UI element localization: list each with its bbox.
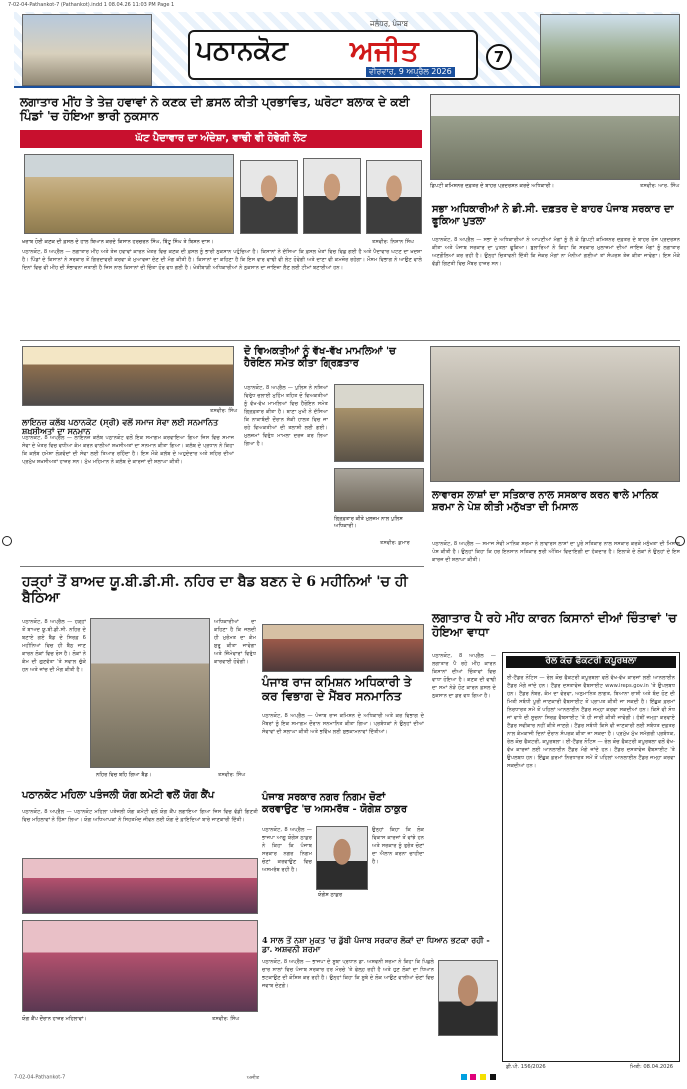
ad-title: ਰੇਲ ਕੋਚ ਫੈਕਟਰੀ ਕਪੂਰਥਲਾ [506,656,676,668]
commission-photo [262,624,424,672]
story6-body-col2: ਅਧਿਕਾਰੀਆਂ ਦਾ ਕਹਿਣਾ ਹੈ ਕਿ ਜਲਦੀ ਹੀ ਮੁਰੰਮਤ ਦਾ ਕੰਮ ਸ਼ੁਰੂ ਕੀਤਾ ਜਾਵੇਗਾ ਅਤੇ ਜ਼ਿੰਮੇਵਾਰਾਂ ਵਿਰੁੱਧ ਕਾਰਵਾਈ ਹੋਵੇਗੀ। [214,619,256,666]
wheat-field-photo [24,154,234,234]
story9-headline: ਪੰਜਾਬ ਸਰਕਾਰ ਨਗਰ ਨਿਗਮ ਚੋਣਾਂ ਕਰਵਾਉਣ 'ਚ ਅਸਮਰੱਥ - ਯੋਗੇਸ਼ ਠਾਕੁਰ [262,792,408,815]
story11-headline: 4 ਸਾਲ ਤੋਂ ਨਸ਼ਾ ਮੁਕਤ 'ਚ ਡੁੱਬੀ ਪੰਜਾਬ ਸਰਕਾਰ ਲੋਕਾਂ ਦਾ ਧਿਆਨ ਭਟਕਾ ਰਹੀ - ਡਾ. ਅਸ਼ਵਨੀ ਸ਼ਰਮਾ [262,935,490,955]
swatch-magenta [470,1074,476,1080]
story10-credit: ਤਸਵੀਰ: ਸਿੰਘ [212,1016,240,1022]
page-footer [14,1074,680,1081]
masthead-date: ਵੀਰਵਾਰ, 9 ਅਪ੍ਰੈਲ 2026 [366,67,455,77]
registration-mark-icon [2,536,12,546]
farmer-portrait-2 [303,158,361,234]
lions-club-group-photo [22,346,234,406]
yogesh-thakur-photo [316,826,368,890]
footer-center: ਅਜੀਤ [246,1074,260,1081]
ad-footer-right: ਮਿਤੀ: 08.04.2026 [630,1064,674,1070]
story2-credit: ਤਸਵੀਰ: ਆਰ. ਸਿੰਘ [640,183,680,189]
story9-body: ਪਠਾਨਕੋਟ, 8 ਅਪ੍ਰੈਲ — ਭਾਜਪਾ ਆਗੂ ਯੋਗੇਸ਼ ਠਾਕੁਰ ਨੇ ਕਿਹਾ ਕਿ ਪੰਜਾਬ ਸਰਕਾਰ ਨਗਰ ਨਿਗਮ ਚੋਣਾਂ ਕਰਵਾਉਣ ਵਿਚ ਅਸਮਰੱਥ ਰਹੀ ਹੈ। [262,827,312,874]
farmer-portrait-1 [240,160,298,234]
masthead-city-name: ਪਠਾਨਕੋਟ [196,36,288,66]
story8-headline: ਲਗਾਤਾਰ ਪੈ ਰਹੇ ਮੀਂਹ ਕਾਰਨ ਕਿਸਾਨਾਂ ਦੀਆਂ ਚਿੰਤਾਵਾਂ 'ਚ ਹੋਇਆ ਵਾਧਾ [432,611,677,639]
story6-body: ਪਠਾਨਕੋਟ, 8 ਅਪ੍ਰੈਲ — ਹੜ੍ਹਾਂ ਤੋਂ ਬਾਅਦ ਯੂ.ਬੀ.ਡੀ.ਸੀ. ਨਹਿਰ ਦੇ ਬਣਾਏ ਗਏ ਬੈਡ ਦੇ ਸਿਰਫ਼ 6 ਮਹੀਨਿਆਂ ਵਿਚ ਹੀ ਬੈਠ ਜਾਣ ਕਾਰਨ ਲੋਕਾਂ ਵਿਚ ਰੋਸ ਹੈ। ਲੋਕਾਂ ਨੇ ਕੰਮ ਦੀ ਗੁਣਵੱਤਾ 'ਤੇ ਸਵਾਲ ਚੁੱਕੇ ਹਨ ਅਤੇ ਜਾਂਚ ਦੀ ਮੰਗ ਕੀਤੀ ਹੈ। [22,619,86,674]
farmer-portrait-3 [366,160,422,234]
story2-headline: ਸਭਾ ਅਧਿਕਾਰੀਆਂ ਨੇ ਡੀ.ਸੀ. ਦਫ਼ਤਰ ਦੇ ਬਾਹਰ ਪੰਜਾਬ ਸਰਕਾਰ ਦਾ ਫੂਕਿਆ ਪੁਤਲਾ [432,204,674,227]
police-photo [334,384,424,462]
story4-headline: ਦੋ ਵਿਅਕਤੀਆਂ ਨੂੰ ਵੱਖ-ਵੱਖ ਮਾਮਲਿਆਂ 'ਚ ਹੈਰੋਇਨ ਸਮੇਤ ਕੀਤਾ ਗ੍ਰਿਫ਼ਤਾਰ [244,346,396,369]
story4-credit: ਤਸਵੀਰ: ਕੁਮਾਰ [380,540,410,546]
story3-body: ਪਠਾਨਕੋਟ, 8 ਅਪ੍ਰੈਲ — ਲਾਇਨਜ਼ ਕਲੱਬ ਪਠਾਨਕੋਟ ਵਲੋਂ ਇਕ ਸਮਾਗਮ ਕਰਵਾਇਆ ਗਿਆ ਜਿਸ ਵਿਚ ਸਮਾਜ ਸੇਵਾ ਦੇ ਖੇਤਰ ਵਿਚ ਵਧੀਆ ਕੰਮ ਕਰਨ ਵਾਲੀਆਂ ਸ਼ਖ਼ਸੀਅਤਾਂ ਦਾ ਸਨਮਾਨ ਕੀਤਾ ਗਿਆ। ਕਲੱਬ ਦੇ ਪ੍ਰਧਾਨ ਨੇ ਕਿਹਾ ਕਿ ਕਲੱਬ ਹਮੇਸ਼ਾ ਲੋੜਵੰਦਾਂ ਦੀ ਸੇਵਾ ਲਈ ਤਿਆਰ ਰਹਿੰਦਾ ਹੈ। ਇਸ ਮੌਕੇ ਕਲੱਬ ਦੇ ਅਹੁਦੇਦਾਰ ਅਤੇ ਸ਼ਹਿਰ ਦੀਆਂ ਪ੍ਰਮੁੱਖ ਸ਼ਖ਼ਸੀਅਤਾਂ ਹਾਜ਼ਰ ਸਨ। ਮੁੱਖ ਮਹਿਮਾਨ ਨੇ ਕਲੱਬ ਦੇ ਕਾਰਜਾਂ ਦੀ ਸ਼ਲਾਘਾ ਕੀਤੀ। [22,435,234,466]
story8-body: ਪਠਾਨਕੋਟ, 8 ਅਪ੍ਰੈਲ — ਲਗਾਤਾਰ ਪੈ ਰਹੇ ਮੀਂਹ ਕਾਰਨ ਕਿਸਾਨਾਂ ਦੀਆਂ ਚਿੰਤਾਵਾਂ ਵਿਚ ਵਾਧਾ ਹੋਇਆ ਹੈ। ਕਣਕ ਦੀ ਵਾਢੀ ਦਾ ਸਮਾਂ ਨੇੜੇ ਹੋਣ ਕਾਰਨ ਫ਼ਸਲ ਦੇ ਨੁਕਸਾਨ ਦਾ ਡਰ ਵਧ ਗਿਆ ਹੈ। [432,653,496,700]
story1-subheadline: ਘੱਟ ਪੈਦਾਵਾਰ ਦਾ ਅੰਦੇਸ਼ਾ, ਵਾਢੀ ਵੀ ਹੋਵੇਗੀ ਲੇਟ [20,130,422,148]
color-swatches [461,1075,498,1081]
story7-headline: ਪੰਜਾਬ ਰਾਜ ਕਮਿਸ਼ਨ ਅਧਿਕਾਰੀ ਤੇ ਕਰ ਵਿਭਾਗ ਦੇ ਮੈਂਬਰ ਸਨਮਾਨਿਤ [262,675,412,703]
swatch-black [490,1074,496,1080]
page-number: 7 [486,44,512,70]
swatch-cyan [461,1074,467,1080]
yoga-camp-photo [22,858,258,914]
story9-body-col2: ਉਨ੍ਹਾਂ ਕਿਹਾ ਕਿ ਲੋਕ ਵਿਕਾਸ ਕਾਰਜਾਂ ਤੋਂ ਵਾਂਝੇ ਹਨ ਅਤੇ ਸਰਕਾਰ ਨੂੰ ਤੁਰੰਤ ਚੋਣਾਂ ਦਾ ਐਲਾਨ ਕਰਨਾ ਚਾਹੀਦਾ ਹੈ। [372,827,424,866]
story2-body: ਪਠਾਨਕੋਟ, 8 ਅਪ੍ਰੈਲ — ਸਭਾ ਦੇ ਅਧਿਕਾਰੀਆਂ ਨੇ ਆਪਣੀਆਂ ਮੰਗਾਂ ਨੂੰ ਲੈ ਕੇ ਡਿਪਟੀ ਕਮਿਸ਼ਨਰ ਦਫ਼ਤਰ ਦੇ ਬਾਹਰ ਰੋਸ ਪ੍ਰਦਰਸ਼ਨ ਕੀਤਾ ਅਤੇ ਪੰਜਾਬ ਸਰਕਾਰ ਦਾ ਪੁਤਲਾ ਫੂਕਿਆ। ਬੁਲਾਰਿਆਂ ਨੇ ਕਿਹਾ ਕਿ ਸਰਕਾਰ ਮੁਲਾਜ਼ਮਾਂ ਦੀਆਂ ਜਾਇਜ਼ ਮੰਗਾਂ ਨੂੰ ਲਗਾਤਾਰ ਅਣਗੌਲਿਆਂ ਕਰ ਰਹੀ ਹੈ। ਉਨ੍ਹਾਂ ਚਿਤਾਵਨੀ ਦਿੱਤੀ ਕਿ ਜੇਕਰ ਮੰਗਾਂ ਨਾ ਮੰਨੀਆਂ ਗਈਆਂ ਤਾਂ ਸੰਘਰਸ਼ ਤੇਜ਼ ਕੀਤਾ ਜਾਵੇਗਾ। ਇਸ ਮੌਕੇ ਵੱਡੀ ਗਿਣਤੀ ਵਿਚ ਮੈਂਬਰ ਹਾਜ਼ਰ ਸਨ। [432,237,680,268]
story2-caption: ਡਿਪਟੀ ਕਮਿਸ਼ਨਰ ਦਫ਼ਤਰ ਦੇ ਬਾਹਰ ਪ੍ਰਦਰਸ਼ਨ ਕਰਦੇ ਅਧਿਕਾਰੀ। [430,183,555,189]
story6-credit: ਤਸਵੀਰ: ਸਿੰਘ [218,772,246,778]
divider [20,340,680,341]
story4-body: ਪਠਾਨਕੋਟ, 8 ਅਪ੍ਰੈਲ — ਪੁਲਿਸ ਨੇ ਨਸ਼ਿਆਂ ਵਿਰੁੱਧ ਚਲਾਈ ਮੁਹਿੰਮ ਤਹਿਤ ਦੋ ਵਿਅਕਤੀਆਂ ਨੂੰ ਵੱਖ-ਵੱਖ ਮਾਮਲਿਆਂ ਵਿਚ ਹੈਰੋਇਨ ਸਮੇਤ ਗ੍ਰਿਫ਼ਤਾਰ ਕੀਤਾ ਹੈ। ਥਾਣਾ ਮੁਖੀ ਨੇ ਦੱਸਿਆ ਕਿ ਨਾਕਾਬੰਦੀ ਦੌਰਾਨ ਸ਼ੱਕੀ ਹਾਲਤ ਵਿਚ ਜਾ ਰਹੇ ਵਿਅਕਤੀਆਂ ਦੀ ਤਲਾਸ਼ੀ ਲਈ ਗਈ। ਮੁਲਜ਼ਮਾਂ ਵਿਰੁੱਧ ਮਾਮਲਾ ਦਰਜ ਕਰ ਲਿਆ ਗਿਆ ਹੈ। [244,385,328,448]
story10-body: ਪਠਾਨਕੋਟ, 8 ਅਪ੍ਰੈਲ — ਪਠਾਨਕੋਟ ਮਹਿਲਾ ਪਤੰਜਲੀ ਯੋਗ ਕਮੇਟੀ ਵਲੋਂ ਯੋਗ ਕੈਂਪ ਲਗਾਇਆ ਗਿਆ ਜਿਸ ਵਿਚ ਵੱਡੀ ਗਿਣਤੀ ਵਿਚ ਮਹਿਲਾਵਾਂ ਨੇ ਹਿੱਸਾ ਲਿਆ। ਯੋਗ ਅਧਿਆਪਕਾਂ ਨੇ ਸਿਹਤਮੰਦ ਜੀਵਨ ਲਈ ਯੋਗ ਦੇ ਫ਼ਾਇਦਿਆਂ ਬਾਰੇ ਜਾਣਕਾਰੀ ਦਿੱਤੀ। [22,809,258,824]
story10-caption: ਯੋਗ ਕੈਂਪ ਦੌਰਾਨ ਹਾਜ਼ਰ ਮਹਿਲਾਵਾਂ। [22,1016,88,1022]
ad-footer-left: ਡੀ.ਪੀ. 156/2026 [506,1064,546,1070]
story4-caption: ਗ੍ਰਿਫ਼ਤਾਰ ਕੀਤੇ ਮੁਲਜ਼ਮ ਨਾਲ ਪੁਲਿਸ ਅਧਿਕਾਰੀ। [334,516,403,530]
story11-body: ਪਠਾਨਕੋਟ, 8 ਅਪ੍ਰੈਲ — ਭਾਜਪਾ ਦੇ ਸੂਬਾ ਪ੍ਰਧਾਨ ਡਾ. ਅਸ਼ਵਨੀ ਸ਼ਰਮਾ ਨੇ ਕਿਹਾ ਕਿ ਪਿਛਲੇ ਚਾਰ ਸਾਲਾਂ ਵਿਚ ਪੰਜਾਬ ਸਰਕਾਰ ਹਰ ਮੋਰਚੇ 'ਤੇ ਫੇਲ੍ਹ ਰਹੀ ਹੈ ਅਤੇ ਹੁਣ ਲੋਕਾਂ ਦਾ ਧਿਆਨ ਭਟਕਾਉਣ ਦੀ ਕੋਸ਼ਿਸ਼ ਕਰ ਰਹੀ ਹੈ। ਉਨ੍ਹਾਂ ਕਿਹਾ ਕਿ ਸੂਬੇ ਦੇ ਲੋਕ ਆਉਣ ਵਾਲੀਆਂ ਚੋਣਾਂ ਵਿਚ ਜਵਾਬ ਦੇਣਗੇ। [262,959,434,990]
story1-caption: ਖ਼ਰਾਬ ਹੋਈ ਕਣਕ ਦੀ ਫ਼ਸਲ ਦੇ ਹਾਲ ਬਿਆਨ ਕਰਦੇ ਕਿਸਾਨ ਹਰਚਰਨ ਸਿੰਘ, ਬਿੱਟੂ ਸਿੰਘ ਤੇ ਬਿਸ਼ਨ ਦਾਸ। [22,239,214,245]
story6-caption: ਨਹਿਰ ਵਿਚ ਬਹਿ ਗਿਆ ਬੈਡ। [96,772,152,778]
masthead-paper-name: ਅਜੀਤ [350,34,419,67]
swatch-yellow [480,1074,486,1080]
story10-headline: ਪਠਾਨਕੋਟ ਮਹਿਲਾ ਪਤੰਜਲੀ ਯੋਗ ਕਮੇਟੀ ਵਲੋਂ ਯੋਗ ਕੈਂਪ [22,790,215,801]
ashwani-sharma-photo [438,960,498,1036]
story5-body: ਪਠਾਨਕੋਟ, 8 ਅਪ੍ਰੈਲ — ਸਮਾਜ ਸੇਵੀ ਮਾਨਿਕ ਸ਼ਰਮਾ ਨੇ ਲਾਵਾਰਸ ਲਾਸ਼ਾਂ ਦਾ ਪੂਰੇ ਸਤਿਕਾਰ ਨਾਲ ਸਸਕਾਰ ਕਰਕੇ ਮਨੁੱਖਤਾ ਦੀ ਮਿਸਾਲ ਪੇਸ਼ ਕੀਤੀ ਹੈ। ਉਨ੍ਹਾਂ ਕਿਹਾ ਕਿ ਹਰ ਇਨਸਾਨ ਸਤਿਕਾਰ ਭਰੀ ਅੰਤਿਮ ਵਿਦਾਇਗੀ ਦਾ ਹੱਕਦਾਰ ਹੈ। ਇਲਾਕੇ ਦੇ ਲੋਕਾਂ ਨੇ ਉਨ੍ਹਾਂ ਦੇ ਇਸ ਕਾਰਜ ਦੀ ਸ਼ਲਾਘਾ ਕੀਤੀ। [432,541,680,564]
story1-headline: ਲਗਾਤਾਰ ਮੀਂਹ ਤੇ ਤੇਜ਼ ਹਵਾਵਾਂ ਨੇ ਕਣਕ ਦੀ ਫ਼ਸਲ ਕੀਤੀ ਪ੍ਰਭਾਵਿਤ, ਘਰੋਟਾ ਬਲਾਕ ਦੇ ਕਈ ਪਿੰਡਾਂ 'ਚ ਹੋਇਆ ਭਾਰੀ ਨੁਕਸਾਨ [20,95,410,123]
arrest-photo [334,468,424,512]
divider [20,566,424,567]
tender-ad [502,652,680,1062]
footer-left: 7-02-04-Pathankot-7 [14,1074,66,1081]
story7-body: ਪਠਾਨਕੋਟ, 8 ਅਪ੍ਰੈਲ — ਪੰਜਾਬ ਰਾਜ ਕਮਿਸ਼ਨ ਦੇ ਅਧਿਕਾਰੀ ਅਤੇ ਕਰ ਵਿਭਾਗ ਦੇ ਮੈਂਬਰਾਂ ਨੂੰ ਇਕ ਸਮਾਗਮ ਦੌਰਾਨ ਸਨਮਾਨਿਤ ਕੀਤਾ ਗਿਆ। ਪ੍ਰਬੰਧਕਾਂ ਨੇ ਉਨ੍ਹਾਂ ਦੀਆਂ ਸੇਵਾਵਾਂ ਦੀ ਸ਼ਲਾਘਾ ਕੀਤੀ ਅਤੇ ਭਵਿੱਖ ਲਈ ਸ਼ੁਭਕਾਮਨਾਵਾਂ ਦਿੱਤੀਆਂ। [262,713,424,736]
story6-headline: ਹੜ੍ਹਾਂ ਤੋਂ ਬਾਅਦ ਯੂ.ਬੀ.ਡੀ.ਸੀ. ਨਹਿਰ ਦਾ ਬੈਡ ਬਣਨ ਦੇ 6 ਮਹੀਨਿਆਂ 'ਚ ਹੀ ਬੈਠਿਆ [22,574,408,607]
yoga-group-photo [22,920,258,1012]
story9-caption: ਯੋਗੇਸ਼ ਠਾਕੁਰ [318,892,343,898]
masthead-location: ਜਲੰਧਰ, ਪੰਜਾਬ [370,20,408,28]
ad-body: ਈ-ਟੈਂਡਰ ਨੋਟਿਸ — ਰੇਲ ਕੋਚ ਫੈਕਟਰੀ ਕਪੂਰਥਲਾ ਵਲੋਂ ਵੱਖ-ਵੱਖ ਕਾਰਜਾਂ ਲਈ ਆਨਲਾਈਨ ਟੈਂਡਰ ਮੰਗੇ ਜਾਂਦੇ ਹਨ। ਟੈਂਡਰ ਦਸਤਾਵੇਜ਼ ਵੈਬਸਾਈਟ www.ireps.gov.in 'ਤੇ ਉਪਲਬਧ ਹਨ। ਟੈਂਡਰ ਨੰਬਰ, ਕੰਮ ਦਾ ਵੇਰਵਾ, ਅਨੁਮਾਨਿਤ ਲਾਗਤ, ਬਿਆਨਾ ਰਾਸ਼ੀ ਅਤੇ ਬੰਦ ਹੋਣ ਦੀ ਮਿਤੀ ਸਬੰਧੀ ਪੂਰੀ ਜਾਣਕਾਰੀ ਵੈਬਸਾਈਟ ਤੋਂ ਪ੍ਰਾਪਤ ਕੀਤੀ ਜਾ ਸਕਦੀ ਹੈ। ਇੱਛੁਕ ਫ਼ਰਮਾਂ ਨਿਰਧਾਰਤ ਸਮੇਂ ਤੋਂ ਪਹਿਲਾਂ ਆਨਲਾਈਨ ਟੈਂਡਰ ਜਮ੍ਹਾ ਕਰਵਾ ਸਕਦੀਆਂ ਹਨ। ਕਿਸੇ ਵੀ ਸੋਧ ਜਾਂ ਵਾਧੇ ਦੀ ਸੂਚਨਾ ਸਿਰਫ਼ ਵੈਬਸਾਈਟ 'ਤੇ ਹੀ ਜਾਰੀ ਕੀਤੀ ਜਾਵੇਗੀ। ਹੱਥੀਂ ਜਮ੍ਹਾ ਕਰਵਾਏ ਟੈਂਡਰ ਸਵੀਕਾਰ ਨਹੀਂ ਕੀਤੇ ਜਾਣਗੇ। ਟੈਂਡਰ ਸਬੰਧੀ ਕਿਸੇ ਵੀ ਜਾਣਕਾਰੀ ਲਈ ਸਬੰਧਤ ਦਫ਼ਤਰ ਨਾਲ ਕੰਮਕਾਜੀ ਦਿਨਾਂ ਦੌਰਾਨ ਸੰਪਰਕ ਕੀਤਾ ਜਾ ਸਕਦਾ ਹੈ। ਪ੍ਰਮੁੱਖ ਮੁੱਖ ਸਮੱਗਰੀ ਪ੍ਰਬੰਧਕ, ਰੇਲ ਕੋਚ ਫੈਕਟਰੀ, ਕਪੂਰਥਲਾ। ਈ-ਟੈਂਡਰ ਨੋਟਿਸ — ਰੇਲ ਕੋਚ ਫੈਕਟਰੀ ਕਪੂਰਥਲਾ ਵਲੋਂ ਵੱਖ-ਵੱਖ ਕਾਰਜਾਂ ਲਈ ਆਨਲਾਈਨ ਟੈਂਡਰ ਮੰਗੇ ਜਾਂਦੇ ਹਨ। ਟੈਂਡਰ ਦਸਤਾਵੇਜ਼ ਵੈਬਸਾਈਟ 'ਤੇ ਉਪਲਬਧ ਹਨ। ਇੱਛੁਕ ਫ਼ਰਮਾਂ ਨਿਰਧਾਰਤ ਸਮੇਂ ਤੋਂ ਪਹਿਲਾਂ ਆਨਲਾਈਨ ਟੈਂਡਰ ਜਮ੍ਹਾ ਕਰਵਾ ਸਕਦੀਆਂ ਹਨ। [507,674,675,770]
story5-headline: ਲਾਵਾਰਸ ਲਾਸ਼ਾਂ ਦਾ ਸਤਿਕਾਰ ਨਾਲ ਸਸਕਾਰ ਕਰਨ ਵਾਲੇ ਮਾਨਿਕ ਸ਼ਰਮਾ ਨੇ ਪੇਸ਼ ਕੀਤੀ ਮਨੁੱਖਤਾ ਦੀ ਮਿਸਾਲ [432,490,659,513]
protest-photo [430,94,680,180]
canal-photo [90,618,210,768]
registration-mark-icon [675,536,685,546]
story1-credit: ਤਸਵੀਰ: ਨਿਸ਼ਾਨ ਸਿੰਘ [372,239,414,245]
story3-credit: ਤਸਵੀਰ: ਸਿੰਘ [210,408,238,414]
story3-headline: ਲਾਇਨਜ਼ ਕਲੱਬ ਪਠਾਨਕੋਟ (ਸ੍ਰੀ) ਵਲੋਂ ਸਮਾਜ ਸੇਵਾ ਲਈ ਸਨਮਾਨਿਤ ਸ਼ਖ਼ਸੀਅਤਾਂ ਦਾ ਸਨਮਾਨ [22,417,219,437]
story1-body: ਪਠਾਨਕੋਟ, 8 ਅਪ੍ਰੈਲ — ਲਗਾਤਾਰ ਮੀਂਹ ਅਤੇ ਤੇਜ਼ ਹਵਾਵਾਂ ਕਾਰਨ ਖੇਤਰ ਵਿਚ ਕਣਕ ਦੀ ਫ਼ਸਲ ਨੂੰ ਭਾਰੀ ਨੁਕਸਾਨ ਪਹੁੰਚਿਆ ਹੈ। ਕਿਸਾਨਾਂ ਨੇ ਦੱਸਿਆ ਕਿ ਫ਼ਸਲ ਖੇਤਾਂ ਵਿਚ ਵਿਛ ਗਈ ਹੈ ਅਤੇ ਪੈਦਾਵਾਰ ਘਟਣ ਦਾ ਖ਼ਦਸ਼ਾ ਹੈ। ਪਿੰਡਾਂ ਦੇ ਕਿਸਾਨਾਂ ਨੇ ਸਰਕਾਰ ਤੋਂ ਗਿਰਦਾਵਰੀ ਕਰਵਾ ਕੇ ਮੁਆਵਜ਼ਾ ਦੇਣ ਦੀ ਮੰਗ ਕੀਤੀ ਹੈ। ਕਿਸਾਨਾਂ ਦਾ ਕਹਿਣਾ ਹੈ ਕਿ ਇਸ ਵਾਰ ਵਾਢੀ ਵੀ ਲੇਟ ਹੋਵੇਗੀ ਅਤੇ ਦਾਣਾ ਵੀ ਕਮਜ਼ੋਰ ਰਹੇਗਾ। ਮੌਸਮ ਵਿਭਾਗ ਨੇ ਆਉਣ ਵਾਲੇ ਦਿਨਾਂ ਵਿਚ ਵੀ ਮੀਂਹ ਦੀ ਸੰਭਾਵਨਾ ਜਤਾਈ ਹੈ ਜਿਸ ਨਾਲ ਕਿਸਾਨਾਂ ਦੀ ਚਿੰਤਾ ਹੋਰ ਵਧ ਗਈ ਹੈ। ਖੇਤੀਬਾੜੀ ਅਧਿਕਾਰੀਆਂ ਨੇ ਨੁਕਸਾਨ ਦਾ ਜਾਇਜ਼ਾ ਲੈਣ ਲਈ ਟੀਮਾਂ ਬਣਾਈਆਂ ਹਨ। [22,249,422,272]
file-slug: 7-02-04-Pathankot-7 (Pathankot).indd 1 08.04.26 11:03 PM Page 1 [8,2,175,8]
cremation-photo [430,346,680,482]
masthead-left-photo [22,14,152,86]
masthead-right-photo [540,14,680,86]
